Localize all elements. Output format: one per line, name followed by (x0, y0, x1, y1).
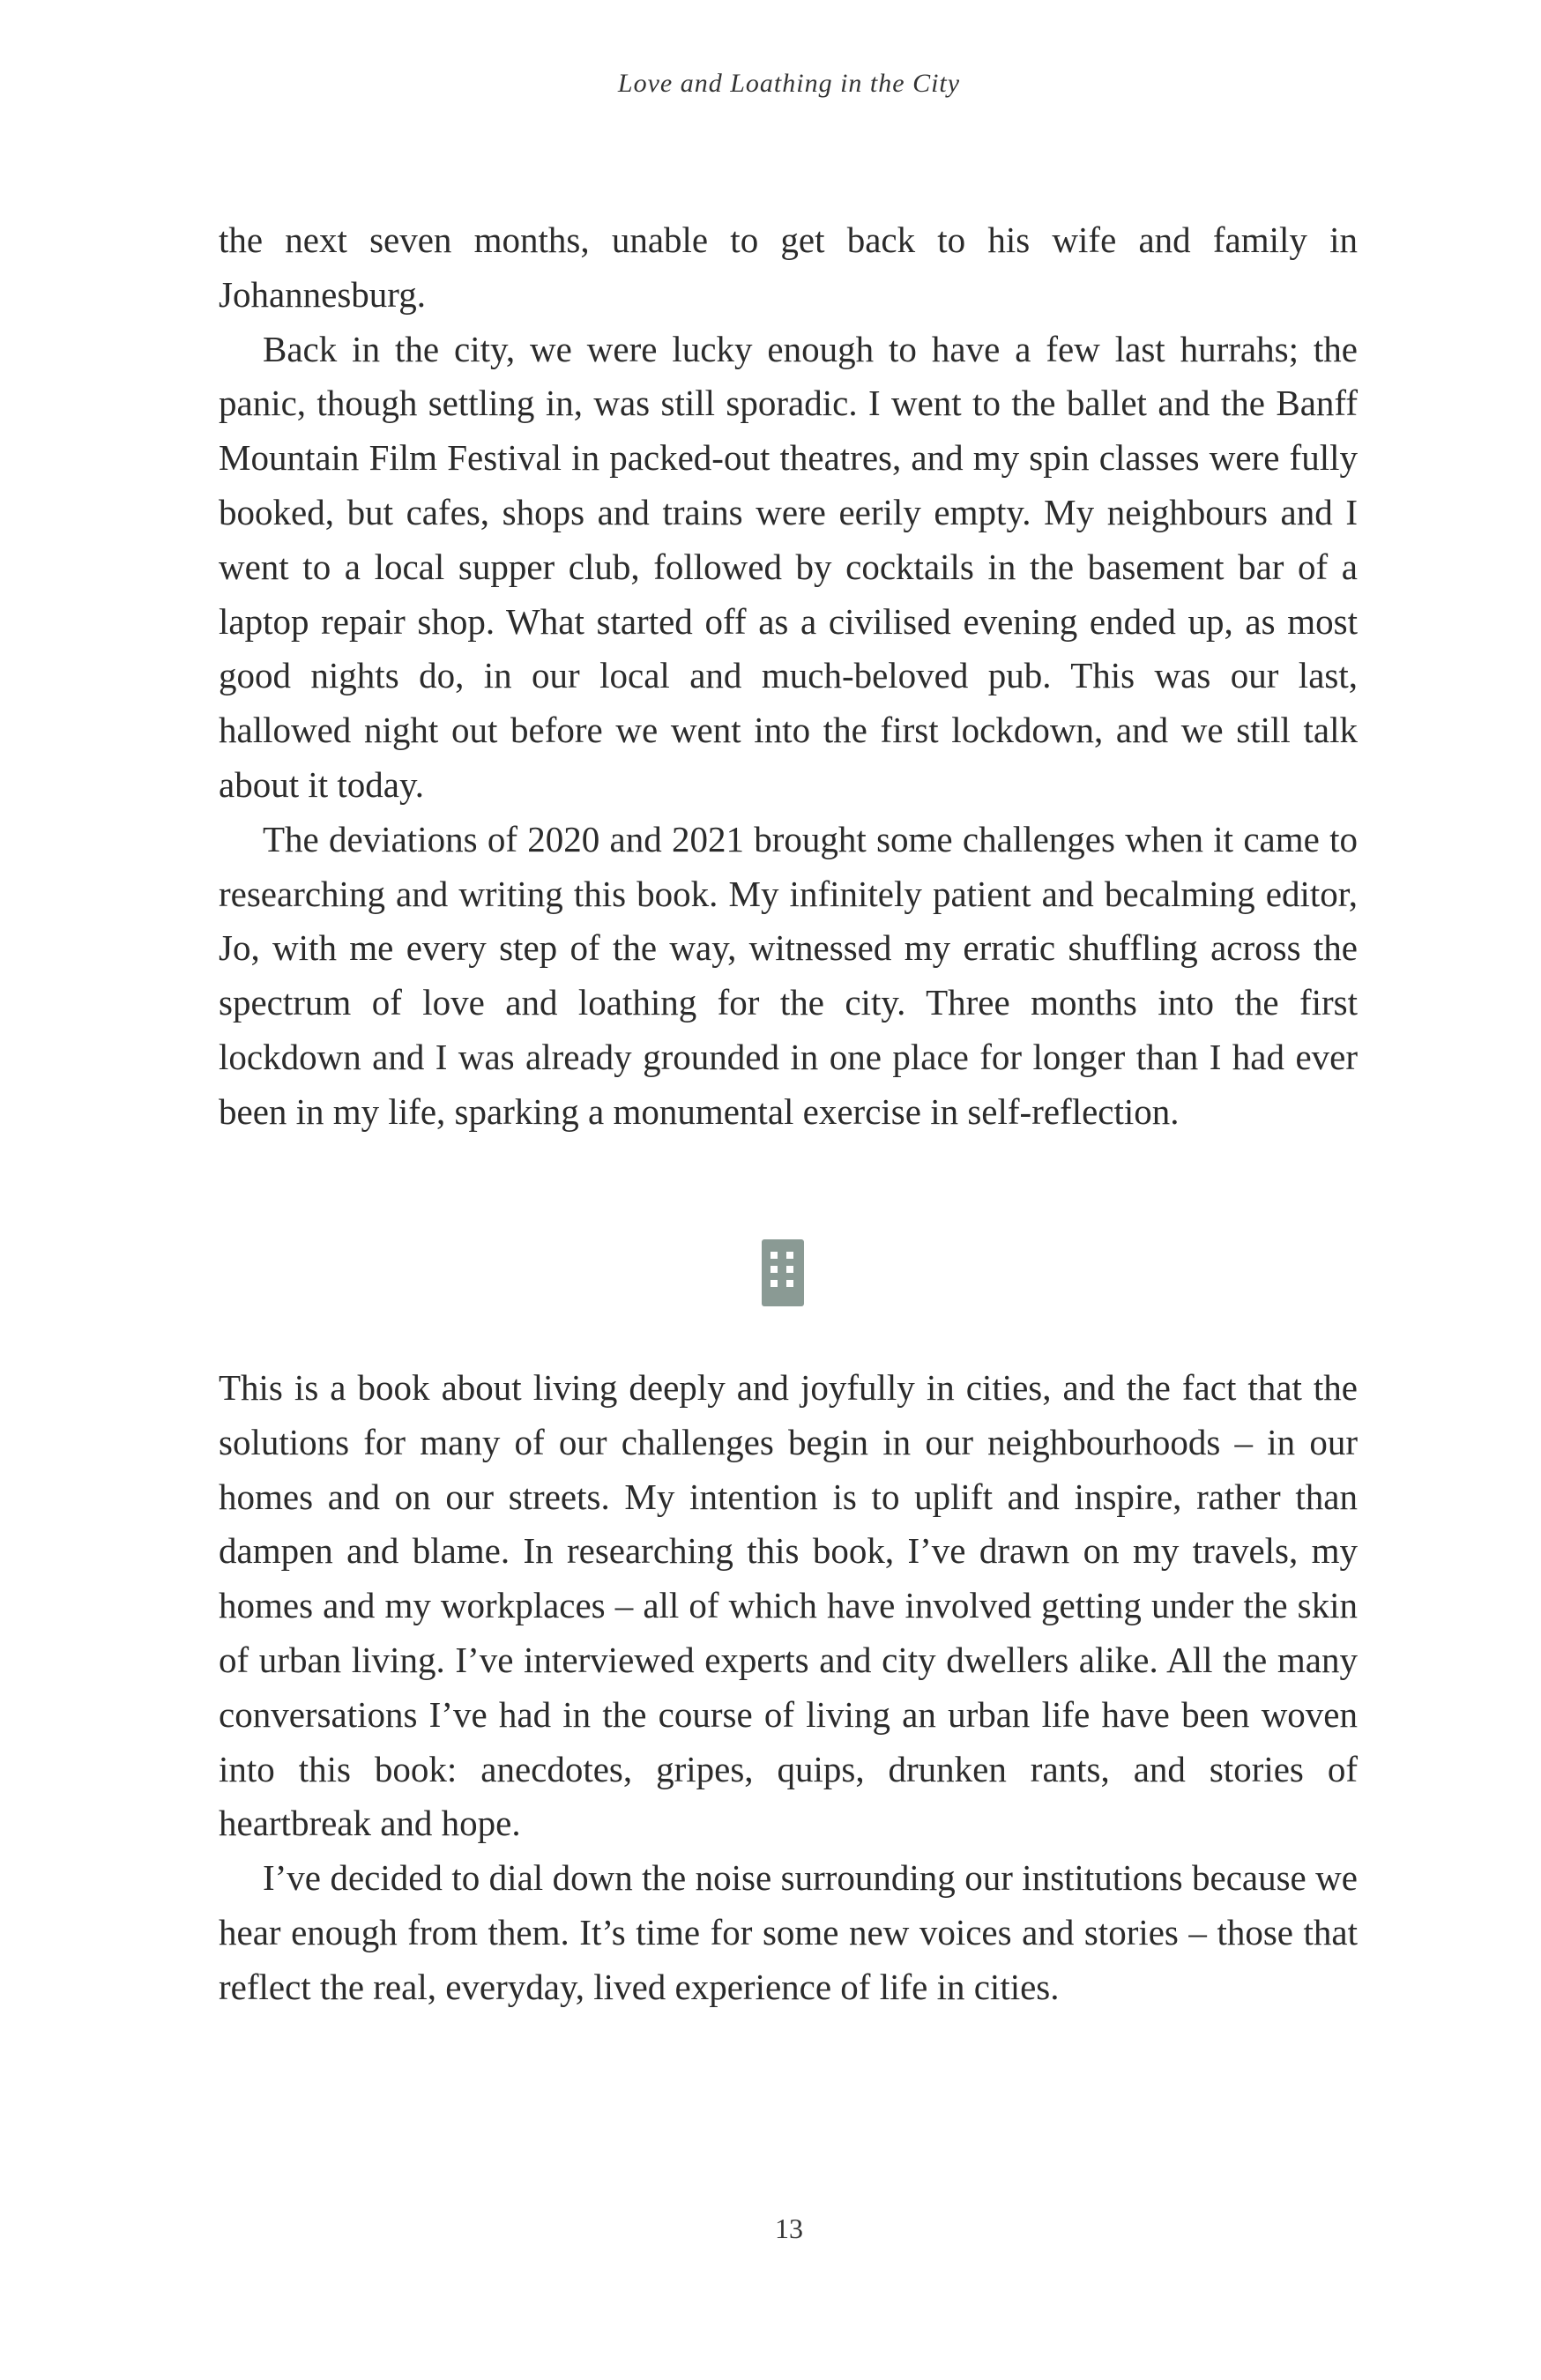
page-number: 13 (775, 2213, 803, 2244)
paragraph: The deviations of 2020 and 2021 brought some challenges when it came to researching and writing this book. My infinitely patient and becalming editor, Jo, with me every step of the way, witnessed my erratic shuffling across the spectrum of love and loathing for the city. Three months into the first lockdown and I was already grounded in one place for longer than I had ever been in my life, sparking a monumental exercise in self-reflection. (219, 818, 1358, 1132)
text-section-bottom (219, 1361, 1358, 2015)
paragraph: I’ve decided to dial down the noise surrounding our institutions because we hear enough from them. It’s time for some new voices and stories – those that reflect the real, everyday, lived experience of life in cities. (219, 1857, 1358, 2007)
text-section-top (219, 213, 1358, 1140)
paragraph: Back in the city, we were lucky enough to have a few last hurrahs; the panic, though settling in, was still sporadic. I went to the ballet and the Banff Mountain Film Festival in packed-out theatres, and my spin classes were fully booked, but cafes, shops and trains were eerily empty. My neighbours and I went to a local supper club, followed by cocktails in the basement bar of a laptop repair shop. What started off as a civilised evening ended up, as most good nights do, in our local and much-beloved pub. This was our last, hallowed night out before we went into the first lockdown, and we still talk about it today. (219, 328, 1358, 805)
paragraph-continuation: the next seven months, unable to get back to his wife and family in Johannesburg. (219, 219, 1358, 315)
running-head: Love and Loathing in the City (617, 69, 961, 98)
paragraph-section-start: This is a book about living deeply and joyfully in cities, and the fact that the solutions for many of our challenges begin in our neighbourhoods – in our homes and on our streets. My intention is to uplift and inspire, rather than dampen and blame. In researching this book, I’ve drawn on my travels, my homes and my workplaces – all of which have involved getting under the skin of urban living. I’ve interviewed experts and city dwellers alike. All the many conversations I’ve had in the course of living an urban life have been woven into this book: anecdotes, gripes, quips, drunken rants, and stories of heartbreak and hope. (219, 1367, 1358, 1844)
building-icon (758, 1238, 808, 1308)
